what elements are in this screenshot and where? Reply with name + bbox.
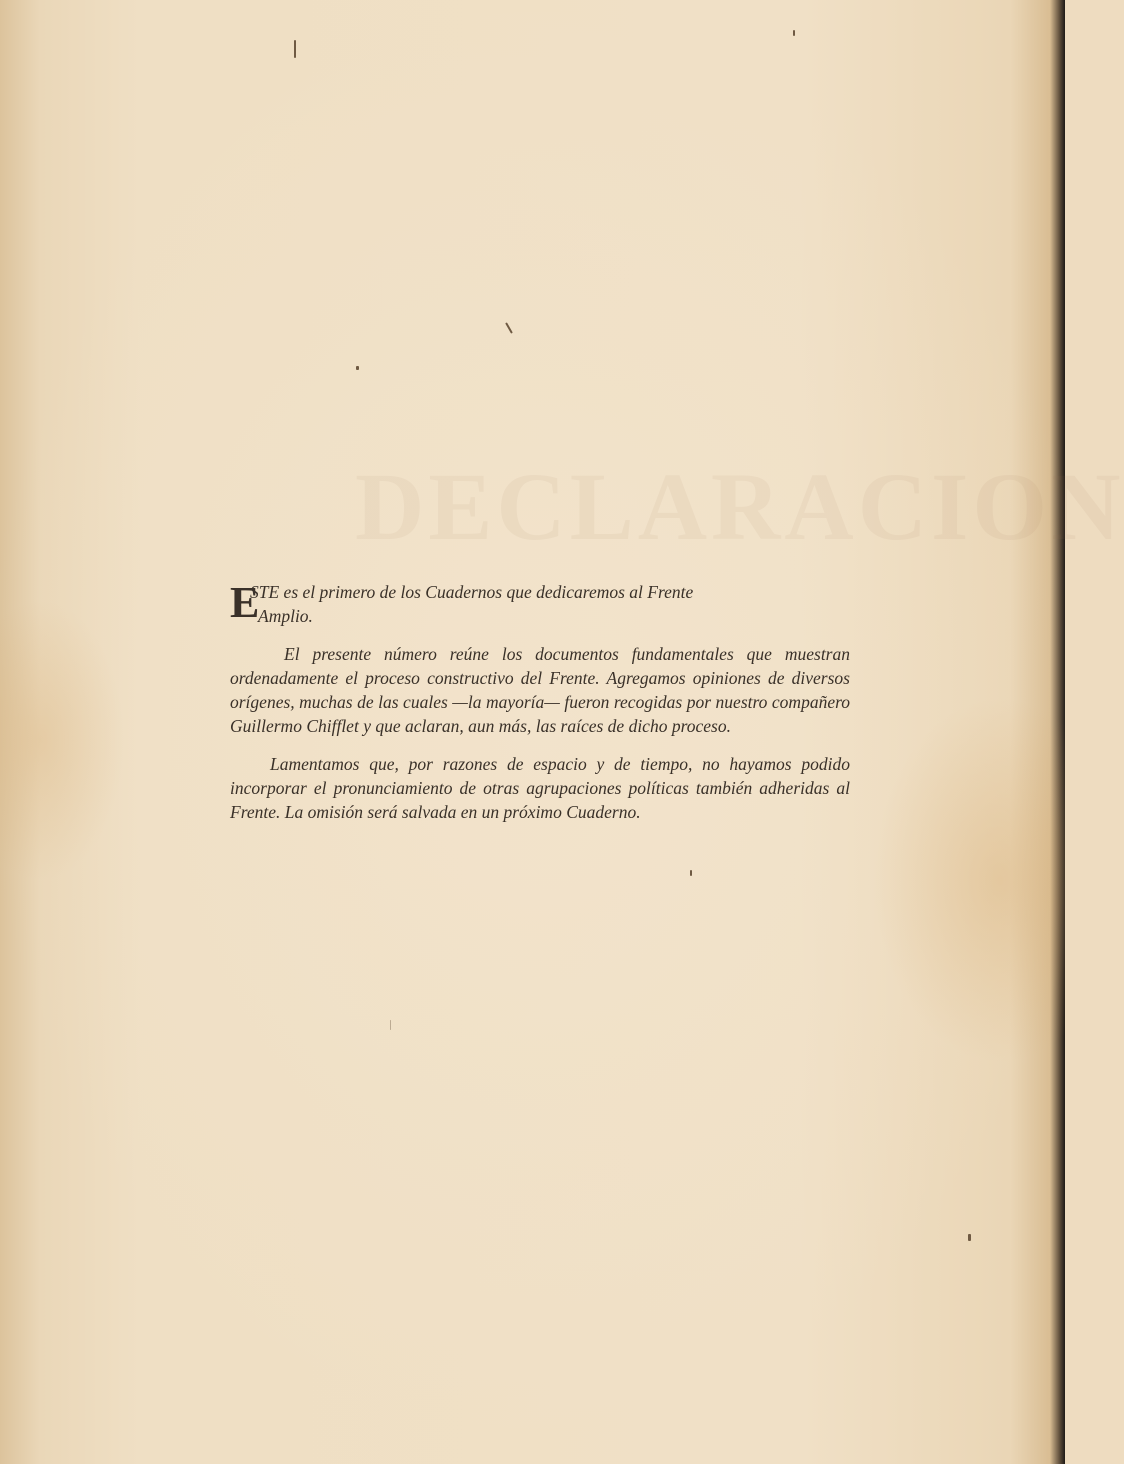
show-through-bleed: DECLARACION [355,453,1124,560]
ink-speck [793,30,795,36]
opening-line-2: Amplio. [258,606,313,626]
body-paragraph: Lamentamos que, por razones de espacio y de tiempo, no hayamos podido incorporar el pronunciamiento de otras agrupaciones políticas también adheridas al Frente. La omisión será salvada en un próximo Cuaderno. [230,754,850,822]
ink-speck [294,40,296,58]
opening-line-1: STE es el primero de los Cuadernos que dedicaremos al Frente [250,582,694,602]
ink-speck [505,322,513,333]
ink-speck [690,870,692,876]
body-paragraph: El presente número reúne los documentos fundamentales que muestran ordenadamente el proceso constructivo del Frente. Agregamos opiniones de diversos orígenes, muchas de las cuales —la mayoría— fueron recogidas por nuestro compañero Guillermo Chifflet y que aclaran, aun más, las raíces de dicho proceso. [230,644,850,736]
ink-speck [356,366,359,370]
opening-paragraph [230,580,850,628]
text-block [230,580,850,824]
ink-speck [968,1234,971,1241]
ink-speck [390,1020,391,1030]
drop-cap: E [230,578,260,627]
